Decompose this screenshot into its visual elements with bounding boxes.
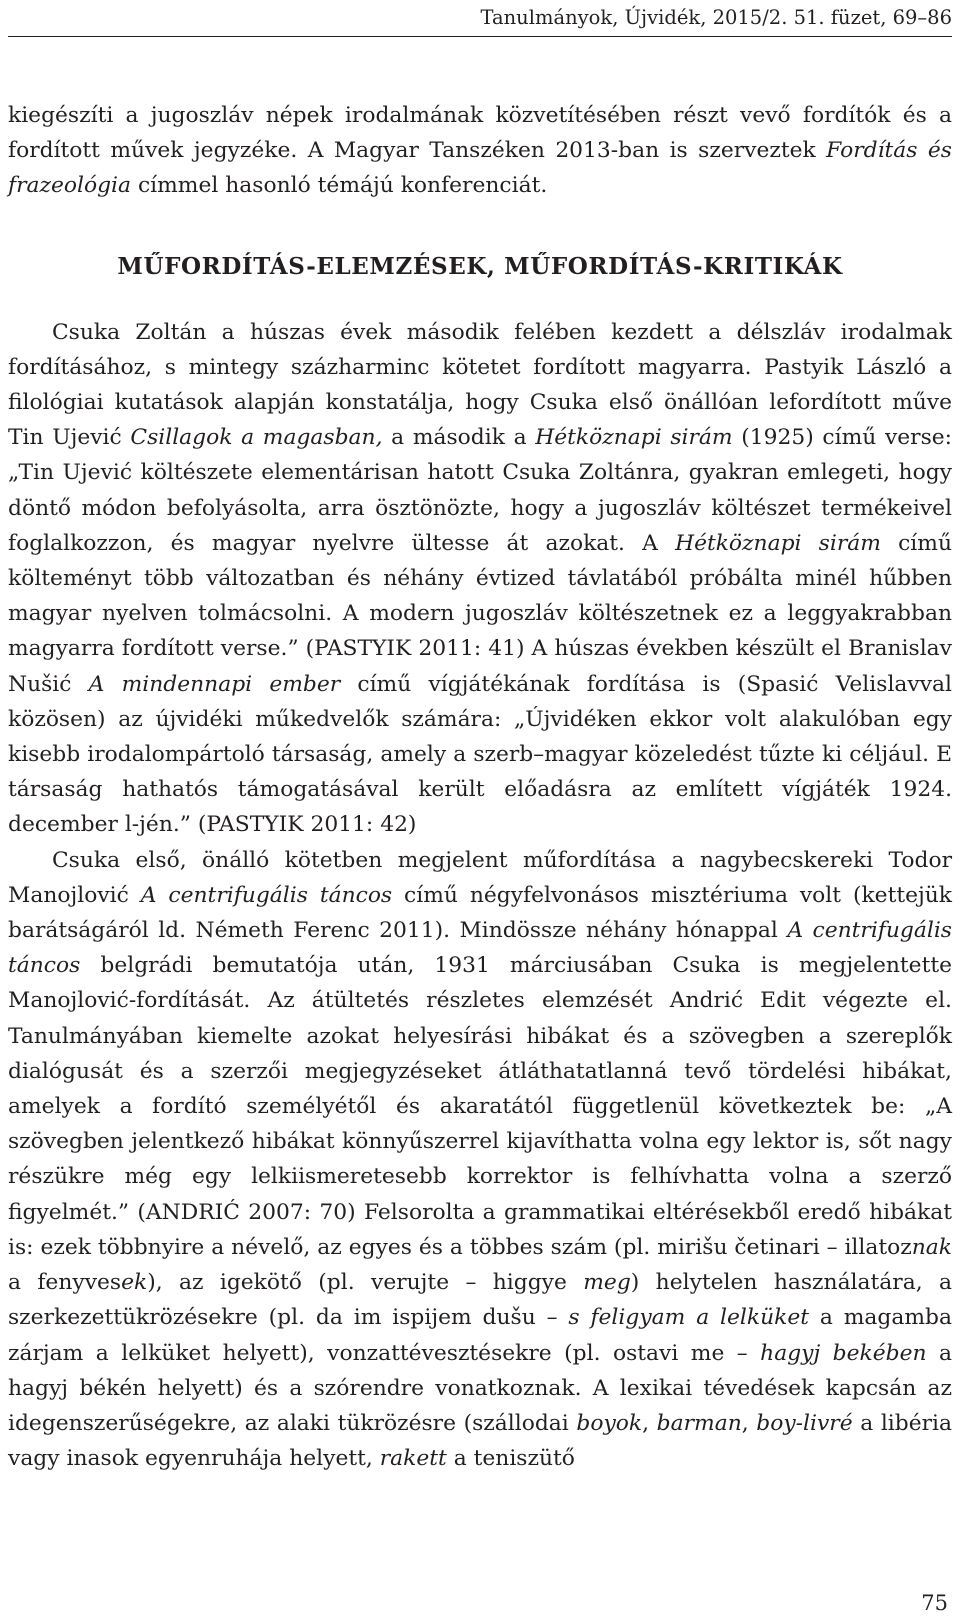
italic-phrase: nak: [911, 1234, 952, 1260]
italic-phrase: Fordítás és frazeológia: [8, 138, 952, 199]
italic-phrase: s feligyam a lelküket: [568, 1305, 810, 1331]
italic-phrase: Hétköznapi sirám: [675, 530, 881, 556]
italic-phrase: Hétköznapi sirám: [535, 425, 733, 451]
page-body: [8, 98, 952, 1476]
italic-phrase: rakett: [379, 1446, 447, 1472]
running-head: [8, 4, 952, 37]
italic-phrase: barman: [656, 1410, 742, 1436]
italic-phrase: boy-livré: [756, 1410, 853, 1436]
italic-phrase: A mindennapi ember: [88, 671, 341, 697]
italic-phrase: meg: [583, 1270, 631, 1296]
page-number: 75: [921, 1591, 948, 1615]
italic-phrase: A centrifugális táncos: [8, 918, 952, 979]
section-heading: MŰFORDÍTÁS-ELEMZÉSEK, MŰFORDÍTÁS-KRITIKÁK: [117, 252, 843, 280]
italic-phrase: hagyj bekében: [760, 1340, 927, 1366]
body-paragraph-1: Csuka Zoltán a húszas évek második felében kezdett a délszláv irodalmak fordításához, s mintegy százharminc kötetet fordított magyarra. Pastyik László a filológiai kutatások alapján konstatálja, hogy Csuka első önállóan lefordított műve Tin Ujević Csillagok a magasban, a második a Hétköznapi sirám (1925) című verse: „Tin Ujević költészete elementárisan hatott Csuka Zoltánra, gyakran emlegeti, hogy döntő módon befolyásolta, arra ösztönözte, hogy a jugoszláv költészet termékeivel foglalkozzon, és magyar nyelvre ültesse át azokat. A Hétköznapi sirám című költeményt több változatban és néhány évtized távlatából próbálta minél hűbben magyar nyelven tolmácsolni. A modern jugoszláv költészetnek ez a leggyakrabban magyarra fordított verse.” (PASTYIK 2011: 41) A húszas években készült el Branislav Nušić A mindennapi ember című vígjátékának fordítása is (Spasić Velislavval közösen) az újvidéki műkedvelők számára: „Újvidéken ekkor volt alakulóban egy kisebb irodalompártoló társaság, amely a szerb–magyar közeledést tűzte ki céljául. E társaság hathatós támogatásával került előadásra az említett vígjáték 1924. december l-jén.” (PASTYIK 2011: 42): [8, 319, 953, 838]
italic-phrase: A centrifugális táncos: [140, 882, 393, 908]
body-paragraph-2: Csuka első, önálló kötetben megjelent műfordítása a nagybecskereki Todor Manojlović A centrifugális táncos című négyfelvonásos misztériuma volt (kettejük barátságáról ld. Németh Ferenc 2011). Mindössze néhány hónappal A centrifugális táncos belgrádi bemutatója után, 1931 márciusában Csuka is megjelentette Manojlović-fordítását. Az átültetés részletes elemzését Andrić Edit végezte el. Tanulmányában kiemelte azokat helyesírási hibákat és a szövegben a szereplők dialógusát és a szerzői megjegyzéseket átláthatatlanná tevő tördelési hibákat, amelyek a fordító személyétől és akaratától függetlenül következtek be: „A szövegben jelentkező hibákat könnyűszerrel kijavíthatta volna egy lektor is, sőt nagy részükre még egy lelkiismeretesebb korrektor is felhívhatta volna a szerző figyelmét.” (ANDRIĆ 2007: 70) Felsorolta a grammatikai eltérésekből eredő hibákat is: ezek többnyire a névelő, az egyes és a többes szám (pl. mirišu četinari – illatoznak a fenyvesek), az igekötő (pl. verujte – higgye meg) helytelen használatára, a szerkezettükrözésekre (pl. da im ispijem dušu – s feligyam a lelküket a magamba zárjam a lelküket helyett), vonzattévesztésekre (pl. ostavi me – hagyj bekében a hagyj békén helyett) és a szórendre vonatkoznak. A lexikai tévedések kapcsán az idegenszerűségekre, az alaki tükrözésre (szállodai boyok, barman, boy-livré a libéria vagy inasok egyenruhája helyett, rakett a teniszütő: [8, 847, 953, 1472]
italic-phrase: boyok: [576, 1410, 643, 1436]
journal-citation: Tanulmányok, Újvidék, 2015/2. 51. füzet, 69–86: [480, 6, 952, 29]
italic-phrase: ek: [121, 1270, 148, 1296]
intro-paragraph: kiegészíti a jugoszláv népek irodalmának közvetítésében részt vevő fordítók és a fordított művek jegyzéke. A Magyar Tanszéken 2013-ban is szerveztek Fordítás és frazeológia címmel hasonló témájú konferenciát.: [8, 103, 952, 199]
italic-phrase: Csillagok a magasban,: [130, 425, 383, 451]
